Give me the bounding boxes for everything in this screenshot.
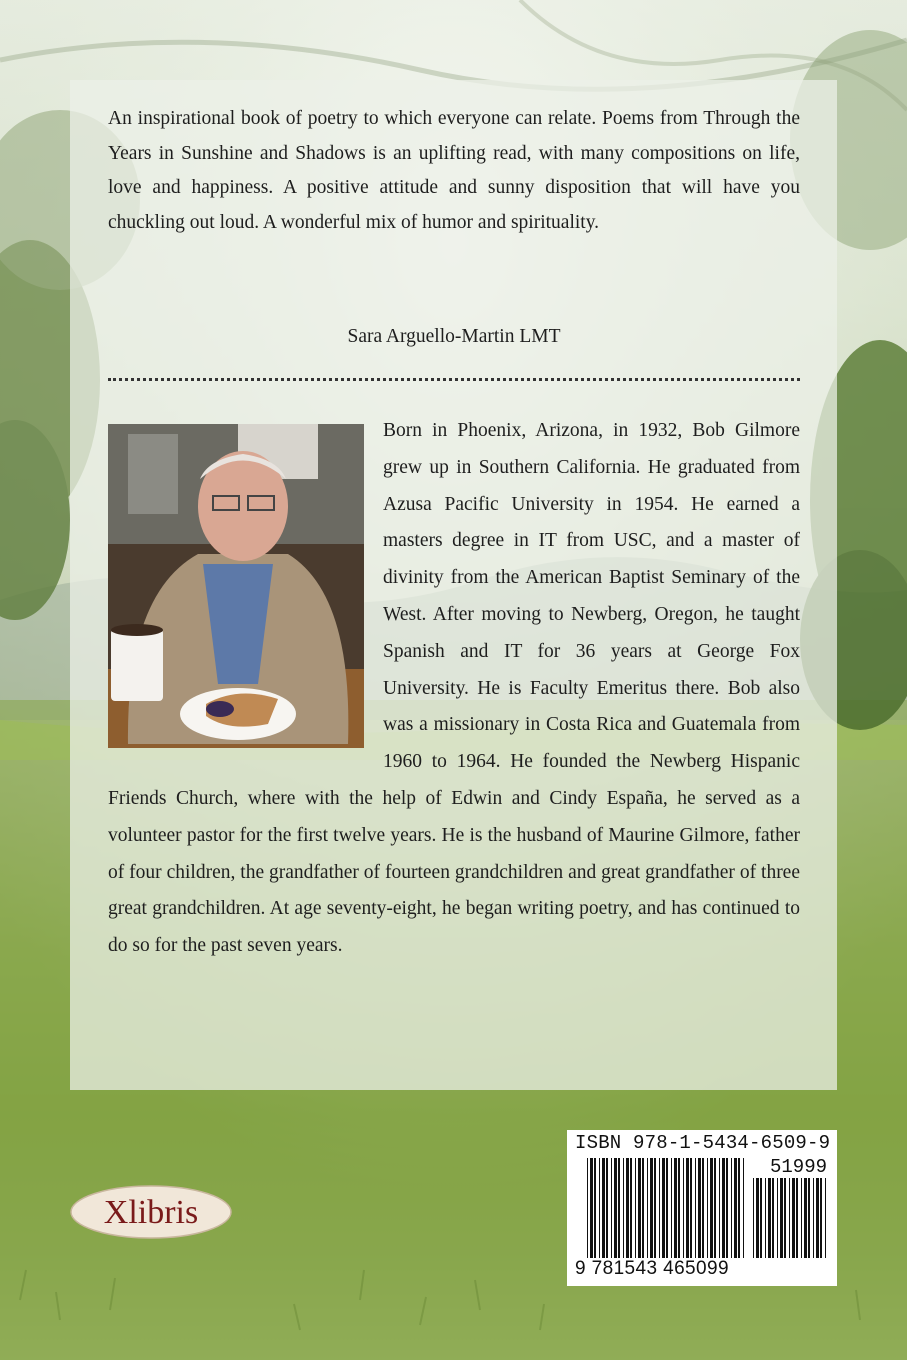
barcode-bar [695, 1158, 696, 1258]
barcode-bar [738, 1158, 740, 1258]
barcode-bar [710, 1158, 713, 1258]
review-text: An inspirational book of poetry to which everyone can relate. Poems from Through the Years in Sunshine and Shadows is an uplifting read, with many compositions on life, love and happiness. A positive attitude and sunny disposition that will have you chuckling out loud. A wonderful mix of humor and spirituality. [108, 108, 800, 233]
barcode-bar [808, 1178, 810, 1258]
barcode-bar [650, 1158, 653, 1258]
barcode-bar [635, 1158, 636, 1258]
barcode-bar [789, 1178, 790, 1258]
barcode-bar [804, 1178, 807, 1258]
review-attribution: Sara Arguello-Martin LMT [347, 326, 561, 347]
barcode-bar [726, 1158, 728, 1258]
barcode-bar [816, 1178, 819, 1258]
barcode-bar [602, 1158, 605, 1258]
barcode-bar [587, 1158, 588, 1258]
barcode-bar [594, 1158, 596, 1258]
barcode-bar [638, 1158, 641, 1258]
barcode-bar [659, 1158, 660, 1258]
barcode-bars-addon [753, 1178, 829, 1258]
dotted-divider [108, 378, 800, 381]
barcode-bar [662, 1158, 665, 1258]
photo-wrap-spacer [108, 413, 364, 747]
barcode-bar [642, 1158, 644, 1258]
barcode-bar [702, 1158, 704, 1258]
ean-digits: 9 781543 465099 [575, 1258, 729, 1279]
barcode-bar [796, 1178, 798, 1258]
barcode-bar [686, 1158, 689, 1258]
barcode-bar [606, 1158, 608, 1258]
price-code: 51999 [769, 1156, 827, 1178]
barcode-bar [590, 1158, 593, 1258]
barcode-bar [813, 1178, 814, 1258]
barcode-bar [654, 1158, 656, 1258]
barcode-bar [666, 1158, 668, 1258]
barcode-bar [623, 1158, 624, 1258]
barcode-bar [611, 1158, 612, 1258]
barcode-bars-main [587, 1158, 747, 1258]
barcode-bar [698, 1158, 701, 1258]
barcode-bar [683, 1158, 684, 1258]
barcode-bar [743, 1158, 744, 1258]
barcode-bar [614, 1158, 617, 1258]
barcode-bar [820, 1178, 822, 1258]
barcode-bar [734, 1158, 737, 1258]
barcode-bar [714, 1158, 716, 1258]
barcode-bar [792, 1178, 795, 1258]
barcode-bar [765, 1178, 766, 1258]
barcode-bar [772, 1178, 774, 1258]
publisher-logo [66, 1178, 236, 1242]
barcode-bar [801, 1178, 802, 1258]
barcode-bar [719, 1158, 720, 1258]
barcode-bar [647, 1158, 648, 1258]
barcode-bar [674, 1158, 677, 1258]
barcode-bar [722, 1158, 725, 1258]
barcode-bar [626, 1158, 629, 1258]
barcode-bar [825, 1178, 826, 1258]
barcode-bar [731, 1158, 732, 1258]
barcode-bar [599, 1158, 600, 1258]
isbn-text: ISBN 978-1-5434-6509-9 [575, 1132, 831, 1154]
barcode-bar [690, 1158, 692, 1258]
barcode-bar [780, 1178, 783, 1258]
publisher-name: Xlibris [103, 1194, 199, 1231]
barcode-bar [707, 1158, 708, 1258]
barcode-bar [753, 1178, 754, 1258]
review-blurb [108, 102, 800, 240]
barcode-bar [756, 1178, 759, 1258]
author-bio-text: Born in Phoenix, Arizona, in 1932, Bob Gilmore grew up in Southern California. He graduated from Azusa Pacific University in 1954. He earned a masters degree in IT from USC, and a master of divinity from the American Baptist Seminary of the West. After moving to Newberg, Oregon, he taught Spanish and IT for 36 years at George Fox University. He is Faculty Emeritus there. Bob also was a missionary in Costa Rica and Guatemala from 1960 to 1964. He founded the Newberg Hispanic Friends Church, where with the help of Edwin and Cindy España, he served as a volunteer pastor for the first twelve years. He is the husband of Maurine Gilmore, father of four children, the grandfather of fourteen grandchildren and great grandfather of three great grandchildren. At age seventy-eight, he began writing poetry, and has continued to do so for the past seven years. [108, 420, 800, 957]
barcode-bar [777, 1178, 778, 1258]
barcode-bar [630, 1158, 632, 1258]
barcode-bar [760, 1178, 762, 1258]
isbn-barcode [567, 1130, 837, 1286]
barcode-bar [671, 1158, 672, 1258]
author-bio [108, 413, 800, 965]
barcode-bar [768, 1178, 771, 1258]
barcode-bar [618, 1158, 620, 1258]
barcode-bar [784, 1178, 786, 1258]
barcode-bar [678, 1158, 680, 1258]
